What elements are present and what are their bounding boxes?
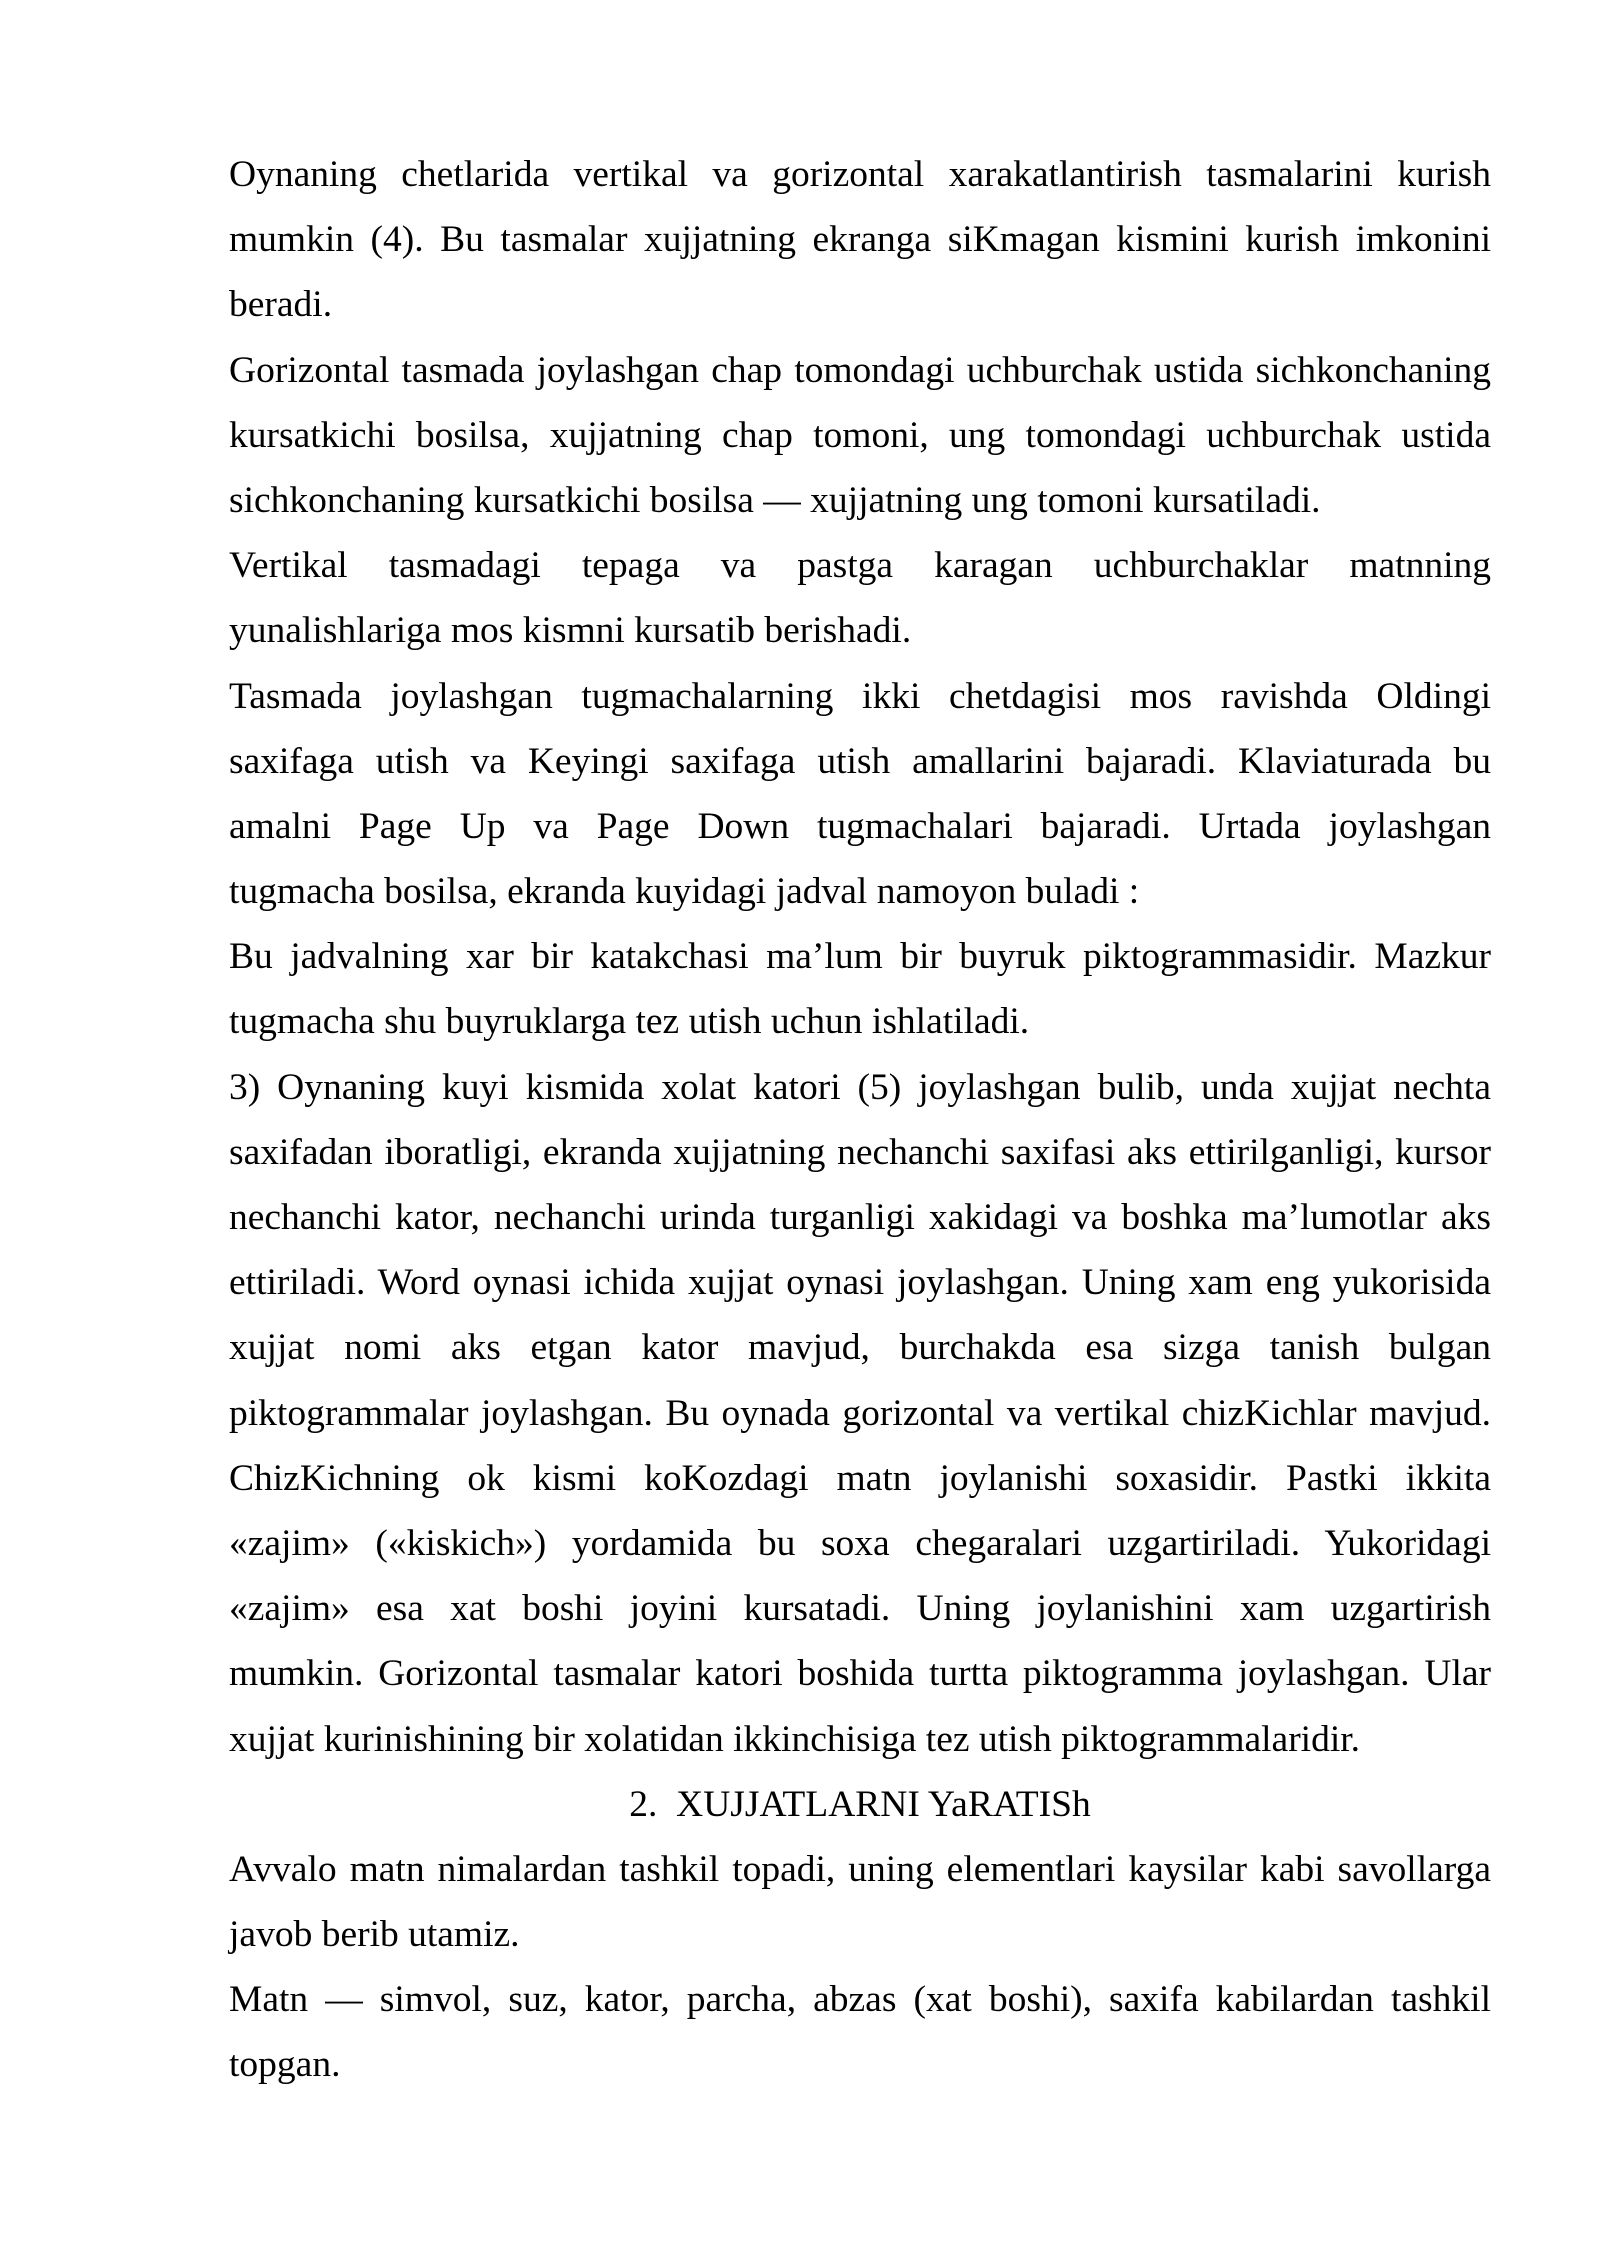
text-line: saxifaga utish va Keyingi saxifaga utish amallarini bajaradi. Klaviaturada bu <box>229 740 1491 782</box>
text-line: xujjat kurinishining bir xolatidan ikkinchisiga tez utish piktogrammalaridir. <box>229 1718 1361 1760</box>
text-line: beradi. <box>229 284 333 326</box>
text-line: Gorizontal tasmada joylashgan chap tomondagi uchburchak ustida sichkonchaning <box>229 349 1491 391</box>
paragraph-text-definition <box>229 1967 1491 2097</box>
text-line: tugmacha shu buyruklarga tez utish uchun ishlatiladi. <box>229 1001 1030 1043</box>
text-line: tugmacha bosilsa, ekranda kuyidagi jadval namoyon buladi : <box>229 871 1140 913</box>
text-line: mumkin. Gorizontal tasmalar katori boshida turtta piktogramma joylashgan. Ular <box>229 1653 1491 1695</box>
paragraph-status-bar <box>229 1055 1491 1772</box>
text-line: «zajim» esa xat boshi joyini kursatadi. Uning joylanishini xam uzgartirish <box>229 1588 1491 1630</box>
text-line: mumkin (4). Bu tasmalar xujjatning ekranga siKmagan kismini kurish imkonini <box>229 219 1491 261</box>
document-body <box>229 142 1491 2098</box>
text-line: nechanchi kator, nechanchi urinda turganligi xakidagi va boshka ma’lumotlar aks <box>229 1197 1491 1238</box>
paragraph-bar-buttons <box>229 664 1491 925</box>
section-heading: 2. XUJJATLARNI YaRATISh <box>629 1783 1091 1825</box>
text-line: ettiriladi. Word oynasi ichida xujjat oynasi joylashgan. Uning xam eng yukorisida <box>229 1262 1491 1304</box>
text-line: Bu jadvalning xar bir katakchasi ma’lum bir buyruk piktogrammasidir. Mazkur <box>229 936 1491 978</box>
paragraph-text-elements <box>229 1837 1491 1967</box>
text-line: ChizKichning ok kismi koKozdagi matn joylanishi soxasidir. Pastki ikkita <box>229 1457 1491 1499</box>
text-line: Vertikal tasmadagi tepaga va pastga karagan uchburchaklar matnning <box>229 545 1491 587</box>
text-line: saxifadan iboratligi, ekranda xujjatning nechanchi saxifasi aks ettirilganligi, kursor <box>229 1131 1491 1173</box>
text-line: sichkonchaning kursatkichi bosilsa — xujjatning ung tomoni kursatiladi. <box>229 479 1321 521</box>
text-line: Oynaning chetlarida vertikal va gorizontal xarakatlantirish tasmalarini kurish <box>229 154 1491 195</box>
text-line: 3) Oynaning kuyi kismida xolat katori (5) joylashgan bulib, unda xujjat nechta <box>229 1066 1491 1108</box>
paragraph-table <box>229 924 1491 1054</box>
text-line: topgan. <box>229 2044 341 2086</box>
text-line: Tasmada joylashgan tugmachalarning ikki chetdagisi mos ravishda Oldingi <box>229 675 1491 717</box>
text-line: yunalishlariga mos kismni kursatib berishadi. <box>229 610 912 652</box>
text-line: piktogrammalar joylashgan. Bu oynada gorizontal va vertikal chizKichlar mavjud. <box>229 1392 1491 1434</box>
text-line: kursatkichi bosilsa, xujjatning chap tomoni, ung tomondagi uchburchak ustida <box>229 414 1491 456</box>
text-line: javob berib utamiz. <box>229 1914 520 1956</box>
text-line: amalni Page Up va Page Down tugmachalari bajaradi. Urtada joylashgan <box>229 805 1491 847</box>
text-line: «zajim» («kiskich») yordamida bu soxa chegaralari uzgartiriladi. Yukoridagi <box>229 1522 1491 1564</box>
text-line: Matn — simvol, suz, kator, parcha, abzas (xat boshi), saxifa kabilardan tashkil <box>229 1979 1491 2021</box>
paragraph-horizontal-bar <box>229 338 1491 534</box>
text-line: xujjat nomi aks etgan kator mavjud, burchakda esa sizga tanish bulgan <box>229 1327 1491 1369</box>
text-line: Avvalo matn nimalardan tashkil topadi, uning elementlari kaysilar kabi savollarga <box>229 1848 1491 1890</box>
paragraph-vertical-bar <box>229 533 1491 663</box>
paragraph-scrollbars <box>229 142 1491 338</box>
